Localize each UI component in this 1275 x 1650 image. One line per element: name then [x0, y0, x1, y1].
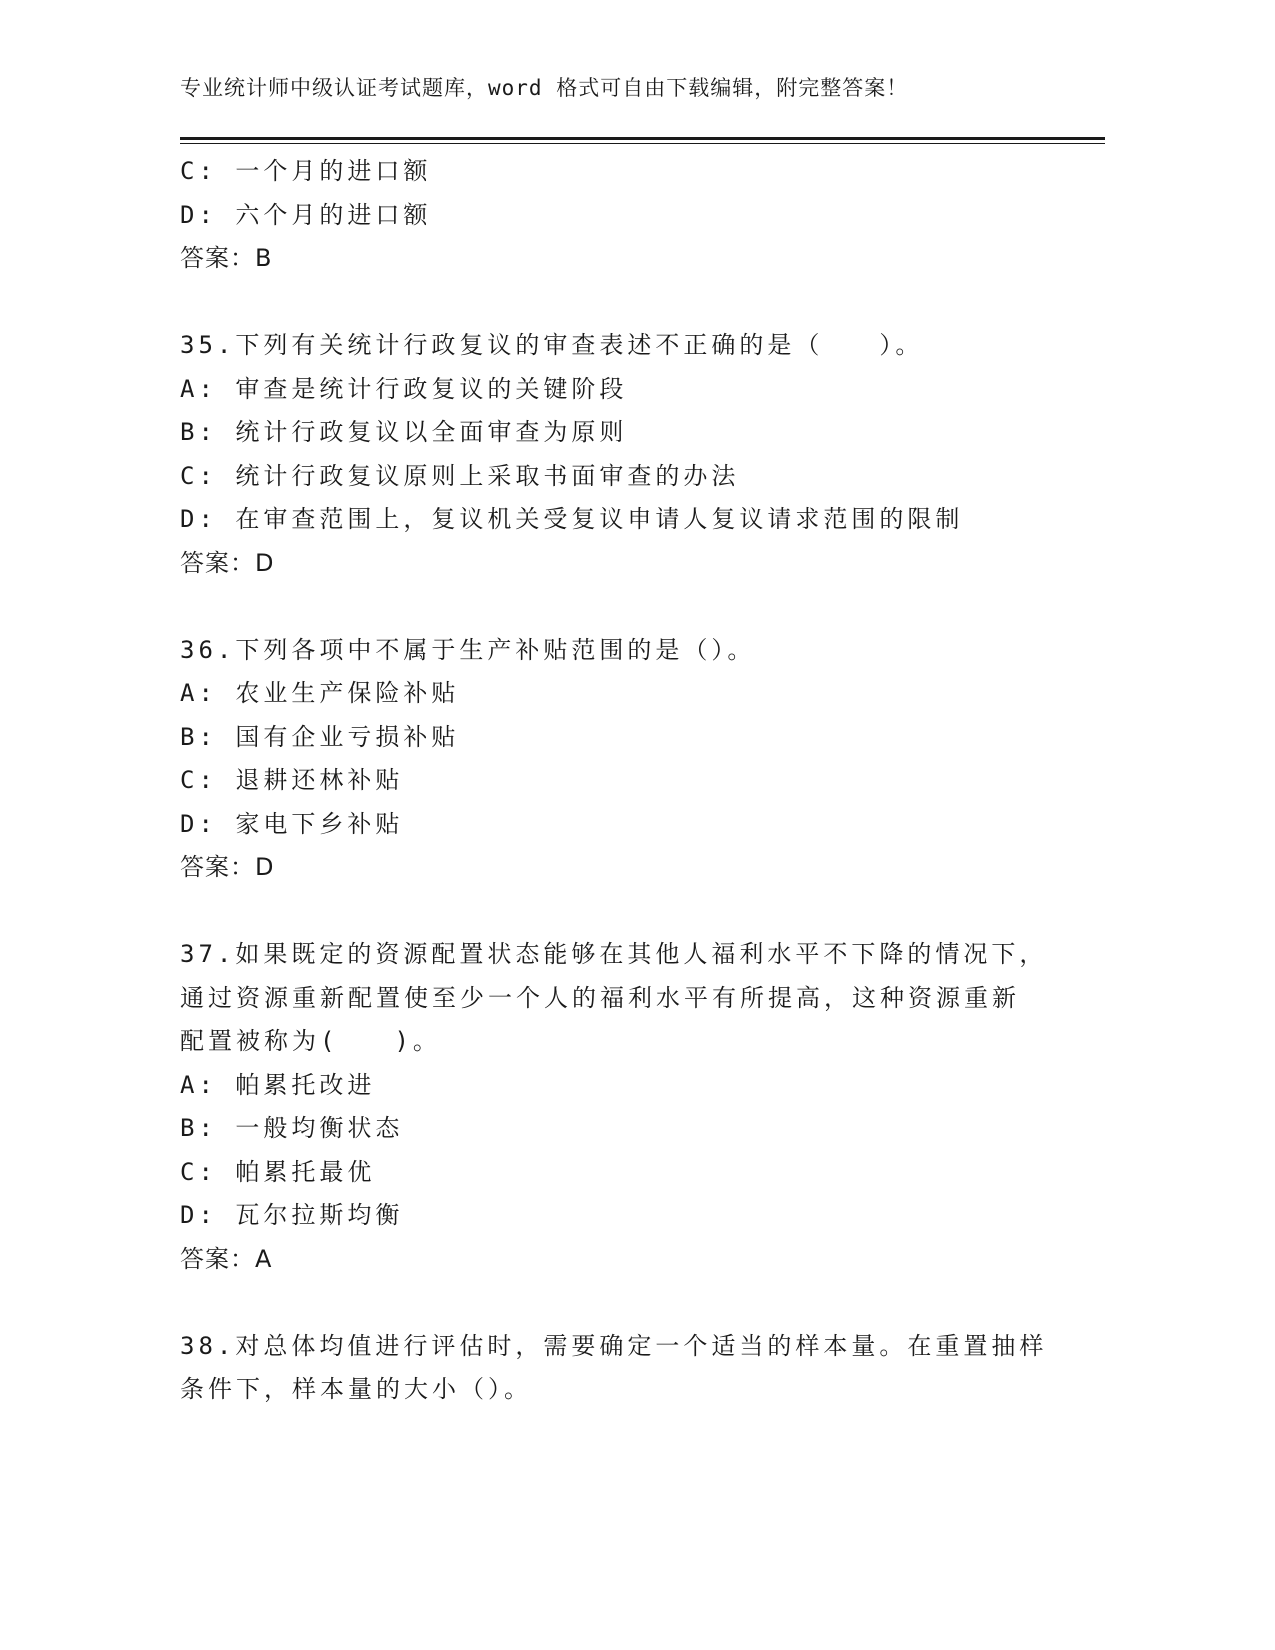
answer-line: 答案：A: [180, 1244, 273, 1273]
question-stem-line-2: 通过资源重新配置使至少一个人的福利水平有所提高，这种资源重新: [180, 983, 1020, 1012]
option-c: C: 一个月的进口额: [180, 157, 432, 185]
answer-line: 答案：D: [180, 548, 275, 577]
option-b: B: 统计行政复议以全面审查为原则: [180, 418, 628, 446]
question-37: [180, 933, 1105, 1281]
spacer: [180, 281, 1105, 325]
option-d: D: 家电下乡补贴: [180, 809, 404, 838]
question-stem-line-3: 配置被称为( )。: [180, 1027, 441, 1055]
answer-line: 答案：D: [180, 853, 275, 881]
prev-question-block: [180, 150, 1105, 281]
question-stem-line-1: 37.如果既定的资源配置状态能够在其他人福利水平不下降的情况下，: [180, 940, 1048, 968]
header-rule-thick: [180, 137, 1105, 140]
option-b: B: 国有企业亏损补贴: [180, 722, 460, 751]
question-38: [180, 1325, 1105, 1412]
option-c: C: 帕累托最优: [180, 1157, 376, 1186]
question-stem: 36.下列各项中不属于生产补贴范围的是（）。: [180, 635, 756, 664]
option-c: C: 统计行政复议原则上采取书面审查的办法: [180, 461, 740, 490]
question-35: [180, 324, 1105, 585]
option-d: D: 在审查范围上，复议机关受复议申请人复议请求范围的限制: [180, 505, 964, 533]
option-c: C: 退耕还林补贴: [180, 766, 404, 794]
question-36: [180, 629, 1105, 890]
option-d: D: 六个月的进口额: [180, 200, 432, 229]
answer-line: 答案：B: [180, 244, 273, 272]
option-b: B: 一般均衡状态: [180, 1114, 404, 1142]
option-a: A: 审查是统计行政复议的关键阶段: [180, 374, 628, 403]
option-a: A: 帕累托改进: [180, 1070, 376, 1099]
spacer: [180, 585, 1105, 629]
page-header: 专业统计师中级认证考试题库，word 格式可自由下载编辑，附完整答案！: [180, 76, 909, 100]
option-d: D: 瓦尔拉斯均衡: [180, 1201, 404, 1229]
spacer: [180, 1281, 1105, 1325]
header-rule-thin: [180, 143, 1105, 144]
question-stem-line-1: 38.对总体均值进行评估时，需要确定一个适当的样本量。在重置抽样: [180, 1331, 1048, 1360]
spacer: [180, 890, 1105, 934]
question-stem-line-2: 条件下，样本量的大小（）。: [180, 1375, 532, 1403]
option-a: A: 农业生产保险补贴: [180, 679, 460, 707]
question-content: [180, 150, 1105, 1412]
question-stem: 35.下列有关统计行政复议的审查表述不正确的是（ ）。: [180, 331, 924, 359]
